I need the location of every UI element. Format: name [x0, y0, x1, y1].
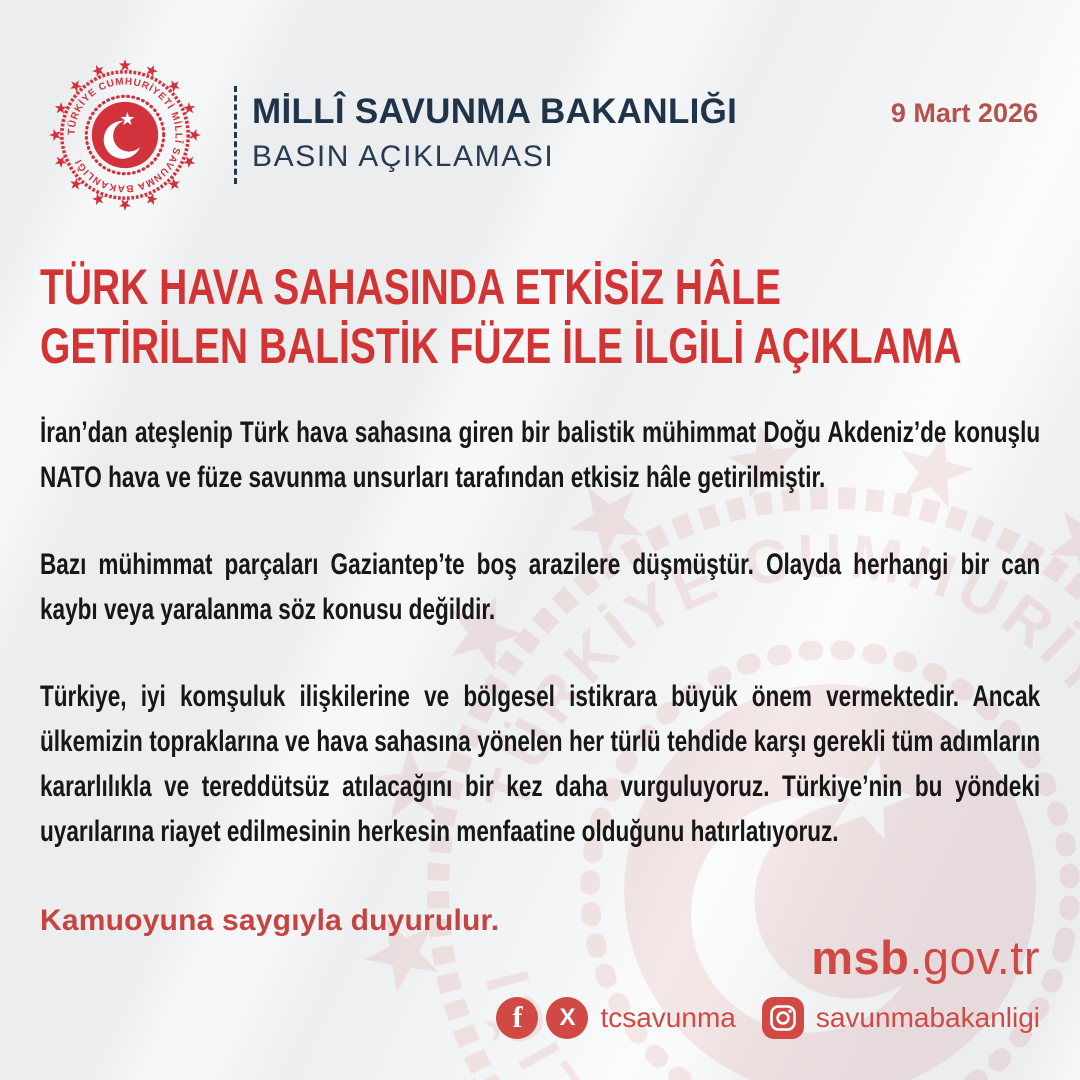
header-wordmark	[252, 92, 737, 174]
website-bold-part: msb	[811, 931, 910, 984]
statement-paragraph: Türkiye, iyi komşuluk ilişkilerine ve bölgesel istikrara büyük önem vermektedir. Ancak ülkemizin topraklarına ve hava sahasına yönelen her türlü tehdide karşı gerekli tüm adımların kararlılıkla ve tereddütsüz atılacağını bir kez daha vurguluyoruz. Türkiye’nin bu yöndeki uyarılarına riayet edilmesinin herkesin menfaatine olduğunu hatırlatıyoruz.	[40, 680, 1041, 848]
twitter-handle[interactable]: tcsavunma	[600, 1002, 736, 1033]
facebook-glyph: f	[512, 1001, 523, 1034]
social-bar	[496, 997, 1040, 1039]
website-rest-part: .gov.tr	[909, 931, 1040, 984]
instagram-icon[interactable]	[762, 997, 804, 1039]
header-divider	[234, 86, 237, 184]
title-line-1: TÜRK HAVA SAHASINDA ETKİSİZ HÂLE	[40, 259, 781, 315]
instagram-handle[interactable]: savunmabakanligi	[815, 1002, 1040, 1033]
page-title	[40, 258, 962, 376]
x-twitter-icon[interactable]	[546, 997, 588, 1039]
closing-line: Kamuoyuna saygıyla duyurulur.	[40, 904, 500, 937]
title-line-2: GETİRİLEN BALİSTİK FÜZE İLE İLGİLİ AÇIKLAMA	[40, 318, 962, 374]
website-link[interactable]	[811, 930, 1040, 985]
document-type: BASIN AÇIKLAMASI	[252, 140, 555, 173]
release-date: 9 Mart 2026	[890, 98, 1038, 128]
statement-paragraph: İran’dan ateşlenip Türk hava sahasına giren bir balistik mühimmat Doğu Akdeniz’de konuşlu NATO hava ve füze savunma unsurları tarafından etkisiz hâle getirilmiştir.	[40, 416, 1041, 494]
facebook-icon[interactable]	[496, 997, 538, 1039]
x-glyph: X	[559, 1004, 576, 1031]
instagram-camera-glyph	[770, 1005, 796, 1031]
ministry-logo-icon	[46, 56, 204, 214]
statement-paragraph: Bazı mühimmat parçaları Gaziantep’te boş arazilere düşmüştür. Olayda herhangi bir can kaybı veya yaralanma söz konusu değildir.	[40, 548, 1041, 626]
statement-body	[40, 410, 1040, 896]
ministry-name: MİLLÎ SAVUNMA BAKANLIĞI	[252, 92, 738, 131]
